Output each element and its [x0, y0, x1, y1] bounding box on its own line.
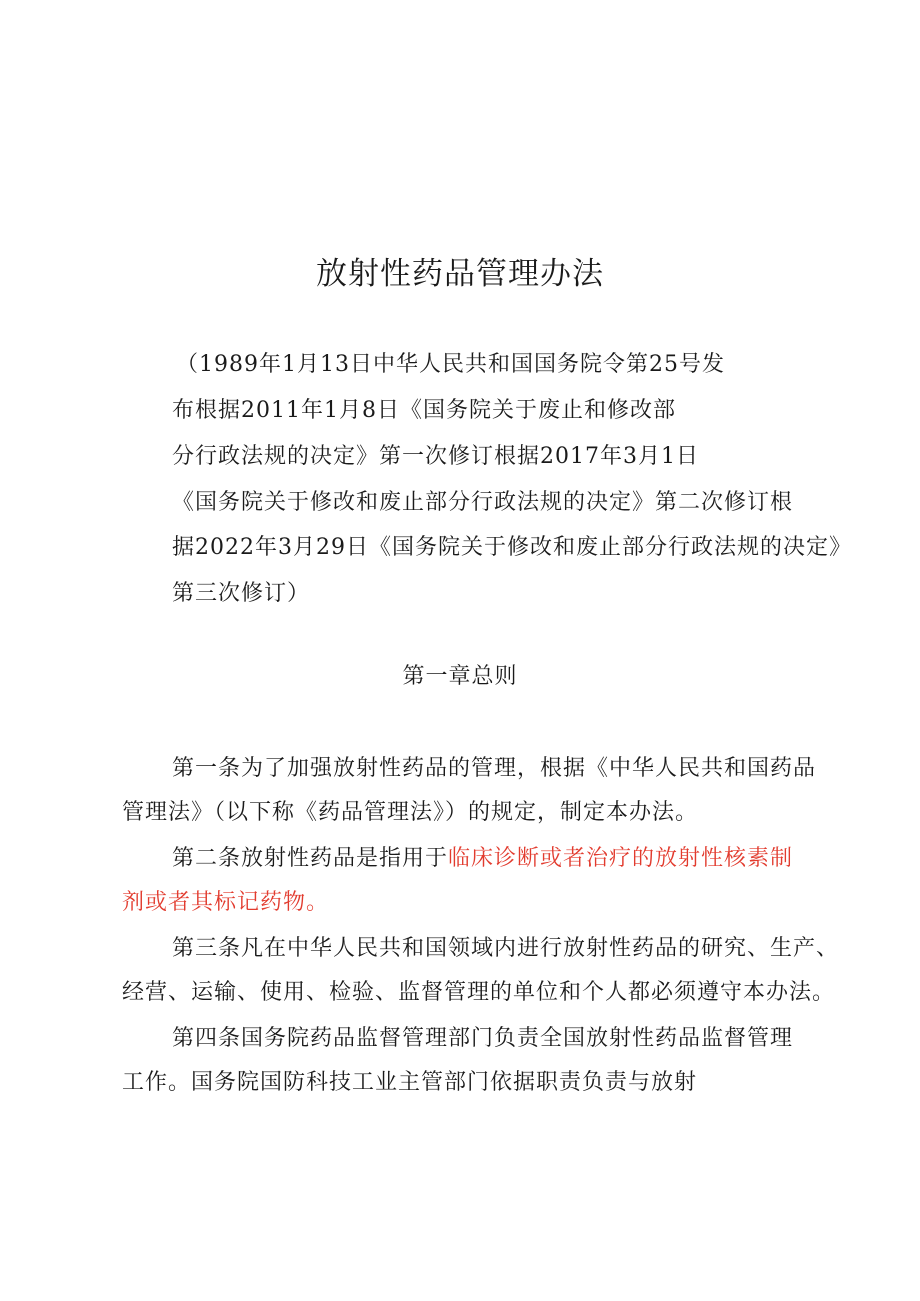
document-title: 放射性药品管理办法 [316, 256, 604, 292]
article-2-line-1 [172, 842, 793, 876]
preamble-line-2: 布根据2011年1月8日《国务院关于废止和修改部 [172, 398, 676, 423]
article-2-highlight: 临床诊断或者治疗的放射性核素制 [448, 846, 794, 871]
article-3-line-2: 经营、运输、使用、检验、监督管理的单位和个人都必须遵守本办法。 [122, 980, 836, 1005]
chapter-title: 第一章总则 [402, 664, 518, 689]
article-2-text: 第二条放射性药品是指用于 [172, 846, 449, 871]
preamble-line-5: 据2022年3月29日《国务院关于修改和废止部分行政法规的决定》 [172, 535, 852, 560]
preamble-line-3: 分行政法规的决定》第一次修订根据2017年3月1日 [172, 444, 699, 469]
preamble-line-4: 《国务院关于修改和废止部分行政法规的决定》第二次修订根 [172, 490, 794, 515]
article-3-line-1: 第三条凡在中华人民共和国领域内进行放射性药品的研究、生产、 [172, 936, 840, 961]
preamble-line-1: （1989年1月13日中华人民共和国国务院令第25号发 [176, 352, 725, 377]
article-1-line-2: 管理法》（以下称《药品管理法》）的规定，制定本办法。 [122, 800, 699, 825]
article-4-line-2: 工作。国务院国防科技工业主管部门依据职责负责与放射 [122, 1070, 698, 1095]
article-2-line-2: 剂或者其标记药物。 [122, 890, 330, 915]
article-4-line-1: 第四条国务院药品监督管理部门负责全国放射性药品监督管理 [172, 1026, 794, 1051]
article-1-line-1: 第一条为了加强放射性药品的管理，根据《中华人民共和国药品 [172, 756, 817, 781]
preamble-line-6: 第三次修订） [172, 581, 311, 606]
